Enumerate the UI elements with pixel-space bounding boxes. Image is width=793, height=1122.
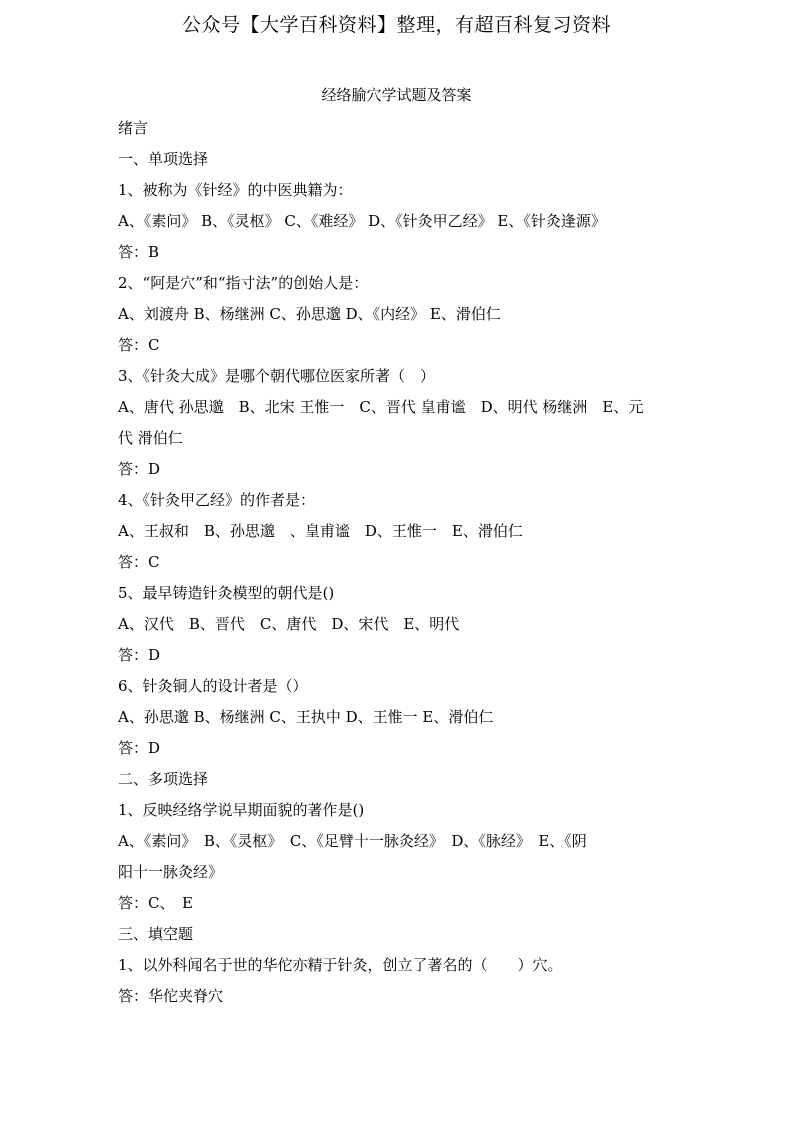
section-heading: 二、多项选择 xyxy=(118,770,209,788)
question-text: 4、《针灸甲乙经》的作者是： xyxy=(118,491,316,509)
answer-key: 答：D xyxy=(118,460,161,478)
question-text: 1、以外科闻名于世的华佗亦精于针灸，创立了著名的（ ）穴。 xyxy=(118,956,563,974)
answer-options-continued: 阳十一脉灸经》 xyxy=(118,863,224,881)
answer-key: 答：C、 E xyxy=(118,894,193,912)
answer-options: A、王叔和 B、孙思邈 、皇甫谧 D、王惟一 E、滑伯仁 xyxy=(118,522,523,540)
answer-key: 答：B xyxy=(118,243,160,261)
section-heading: 绪言 xyxy=(118,119,149,137)
section-heading: 一、单项选择 xyxy=(118,150,209,168)
question-text: 1、反映经络学说早期面貌的著作是() xyxy=(118,801,365,819)
answer-options: A、《素问》 B、《灵枢》 C、《难经》 D、《针灸甲乙经》 E、《针灸逢源》 xyxy=(118,212,606,230)
question-text: 3、《针灸大成》是哪个朝代哪位医家所著（ ） xyxy=(118,367,436,385)
answer-key: 答：华佗夹脊穴 xyxy=(118,987,224,1005)
answer-options-continued: 代 滑伯仁 xyxy=(118,429,183,447)
answer-key: 答：D xyxy=(118,646,161,664)
section-heading: 三、填空题 xyxy=(118,925,194,943)
answer-options: A、孙思邈 B、杨继洲 C、王执中 D、王惟一 E、滑伯仁 xyxy=(118,708,494,726)
answer-key: 答：D xyxy=(118,739,161,757)
question-text: 1、被称为《针经》的中医典籍为： xyxy=(118,181,353,199)
document-body xyxy=(118,113,674,1012)
answer-key: 答：C xyxy=(118,336,160,354)
answer-options: A、唐代 孙思邈 B、北宋 王惟一 C、晋代 皇甫谧 D、明代 杨继洲 E、元 xyxy=(118,398,644,416)
page-header: 公众号【大学百科资料】整理，有超百科复习资料 xyxy=(181,14,611,36)
answer-options: A、《素问》 B、《灵枢》 C、《足臂十一脉灸经》 D、《脉经》 E、《阴 xyxy=(118,832,587,850)
answer-options: A、汉代 B、晋代 C、唐代 D、宋代 E、明代 xyxy=(118,615,460,633)
document-title: 经络腧穴学试题及答案 xyxy=(321,86,472,104)
question-text: 5、最早铸造针灸模型的朝代是() xyxy=(118,584,335,602)
answer-options: A、刘渡舟 B、杨继洲 C、孙思邈 D、《内经》 E、滑伯仁 xyxy=(118,305,501,323)
answer-key: 答：C xyxy=(118,553,160,571)
question-text: 6、针灸铜人的设计者是（） xyxy=(118,677,308,695)
question-text: 2、“阿是穴”和“指寸法”的创始人是： xyxy=(118,274,369,292)
